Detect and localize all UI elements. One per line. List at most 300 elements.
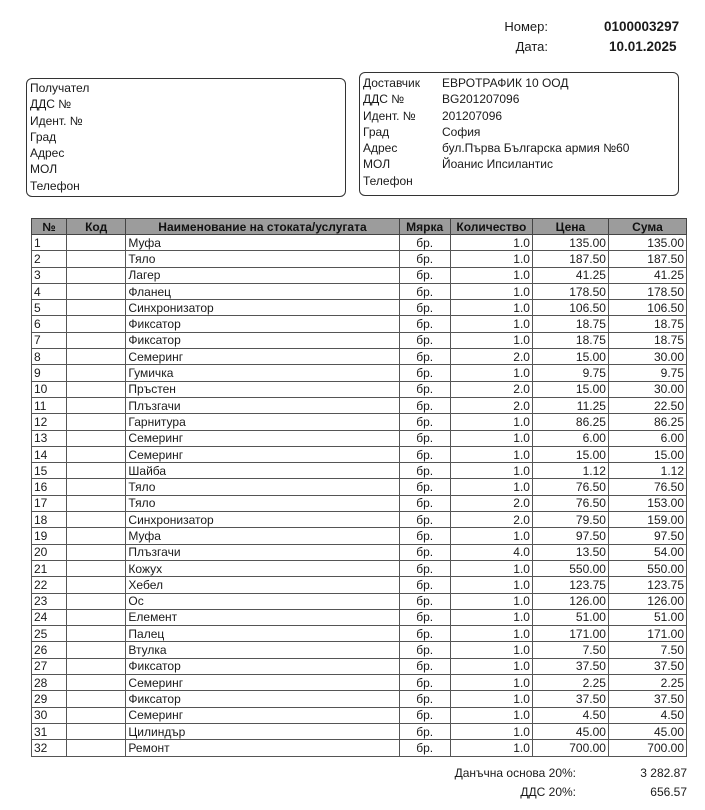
row-code [66,675,126,691]
row-quantity: 1.0 [450,332,532,348]
row-price: 550.00 [532,560,608,576]
row-quantity: 1.0 [450,577,532,593]
table-row [32,300,687,316]
col-header-qty: Количество [450,219,532,235]
row-sum: 159.00 [608,512,686,528]
row-quantity: 1.0 [450,251,532,267]
row-code [66,609,126,625]
row-price: 2.25 [532,675,608,691]
row-sum: 76.50 [608,479,686,495]
row-name: Тяло [126,479,399,495]
supplier-row [360,140,678,156]
recipient-field-label: Идент. № [30,113,83,128]
supplier-field-label: Адрес [363,141,398,156]
row-number: 11 [32,397,67,413]
recipient-field-label: ДДС № [30,97,72,112]
row-code [66,658,126,674]
table-row [32,267,687,283]
row-sum: 123.75 [608,577,686,593]
row-unit: бр. [399,560,450,576]
row-sum: 1.12 [608,463,686,479]
col-header-name: Наименование на стоката/услугата [126,219,399,235]
recipient-row [27,161,345,177]
row-unit: бр. [399,495,450,511]
row-name: Тяло [126,495,399,511]
table-row [32,495,687,511]
row-quantity: 2.0 [450,381,532,397]
row-number: 12 [32,414,67,430]
table-row [32,707,687,723]
row-code [66,235,126,251]
row-code [66,316,126,332]
row-number: 29 [32,691,67,707]
row-sum: 135.00 [608,235,686,251]
row-sum: 30.00 [608,349,686,365]
row-unit: бр. [399,544,450,560]
row-unit: бр. [399,332,450,348]
table-row [32,626,687,642]
row-name: Семеринг [126,707,399,723]
row-code [66,349,126,365]
table-row [32,544,687,560]
row-name: Муфа [126,235,399,251]
row-name: Плъзгачи [126,397,399,413]
row-number: 16 [32,479,67,495]
row-name: Синхронизатор [126,512,399,528]
recipient-row [27,113,345,129]
row-quantity: 1.0 [450,463,532,479]
supplier-field-value: ЕВРОТРАФИК 10 ООД [442,76,569,90]
recipient-row [27,178,345,194]
row-quantity: 2.0 [450,349,532,365]
row-code [66,560,126,576]
table-row [32,675,687,691]
supplier-field-value: BG201207096 [442,92,520,107]
row-unit: бр. [399,609,450,625]
row-unit: бр. [399,397,450,413]
row-price: 79.50 [532,512,608,528]
row-number: 6 [32,316,67,332]
row-quantity: 1.0 [450,626,532,642]
table-row [32,723,687,739]
tax-base-label: Данъчна основа 20%: [454,766,576,780]
row-quantity: 1.0 [450,267,532,283]
row-code [66,577,126,593]
row-unit: бр. [399,381,450,397]
row-unit: бр. [399,593,450,609]
row-code [66,544,126,560]
row-unit: бр. [399,446,450,462]
row-unit: бр. [399,463,450,479]
row-price: 45.00 [532,723,608,739]
recipient-field-label: Адрес [30,146,65,161]
table-row [32,642,687,658]
row-name: Цилиндър [126,723,399,739]
row-quantity: 4.0 [450,544,532,560]
row-price: 18.75 [532,316,608,332]
row-quantity: 1.0 [450,560,532,576]
row-quantity: 2.0 [450,397,532,413]
row-sum: 86.25 [608,414,686,430]
supplier-field-label: Телефон [363,173,413,188]
date-value: 10.01.2025 [609,39,677,54]
row-name: Семеринг [126,430,399,446]
row-name: Фиксатор [126,316,399,332]
col-header-sum: Сума [608,219,686,235]
recipient-row [27,145,345,161]
row-number: 17 [32,495,67,511]
table-header-row [32,219,687,235]
row-name: Шайба [126,463,399,479]
number-value: 0100003297 [604,19,680,34]
row-price: 1.12 [532,463,608,479]
row-price: 41.25 [532,267,608,283]
row-quantity: 1.0 [450,691,532,707]
row-name: Фиксатор [126,658,399,674]
row-number: 15 [32,463,67,479]
row-price: 126.00 [532,593,608,609]
row-price: 97.50 [532,528,608,544]
row-name: Лагер [126,267,399,283]
row-code [66,300,126,316]
row-quantity: 1.0 [450,235,532,251]
row-code [66,512,126,528]
row-number: 8 [32,349,67,365]
supplier-field-value: София [442,124,481,139]
row-price: 123.75 [532,577,608,593]
row-price: 15.00 [532,349,608,365]
supplier-row [360,108,678,124]
row-quantity: 1.0 [450,283,532,299]
supplier-field-label: ДДС № [363,92,405,107]
supplier-row [360,124,678,140]
table-row [32,593,687,609]
table-row [32,691,687,707]
row-code [66,251,126,267]
supplier-field-value: 201207096 [442,108,503,123]
row-name: Тяло [126,251,399,267]
table-row [32,512,687,528]
tax-base-value: 3 282.87 [640,766,687,780]
row-sum: 37.50 [608,691,686,707]
row-number: 3 [32,267,67,283]
row-quantity: 1.0 [450,479,532,495]
row-code [66,381,126,397]
row-unit: бр. [399,642,450,658]
row-number: 20 [32,544,67,560]
table-row [32,658,687,674]
row-price: 106.50 [532,300,608,316]
row-price: 76.50 [532,479,608,495]
row-number: 30 [32,707,67,723]
row-quantity: 1.0 [450,365,532,381]
date-label: Дата: [515,39,548,54]
row-unit: бр. [399,479,450,495]
row-sum: 153.00 [608,495,686,511]
row-number: 24 [32,609,67,625]
row-price: 171.00 [532,626,608,642]
supplier-row [360,173,678,189]
row-code [66,626,126,642]
supplier-row [360,91,678,107]
row-unit: бр. [399,723,450,739]
row-sum: 41.25 [608,267,686,283]
row-code [66,397,126,413]
row-price: 15.00 [532,381,608,397]
row-number: 21 [32,560,67,576]
row-quantity: 1.0 [450,316,532,332]
row-number: 10 [32,381,67,397]
row-unit: бр. [399,235,450,251]
row-quantity: 1.0 [450,446,532,462]
row-code [66,707,126,723]
row-name: Семеринг [126,446,399,462]
row-quantity: 1.0 [450,609,532,625]
row-name: Ремонт [126,740,399,756]
row-code [66,446,126,462]
table-row [32,397,687,413]
col-header-code: Код [66,219,126,235]
row-code [66,479,126,495]
table-row [32,251,687,267]
row-unit: бр. [399,707,450,723]
row-quantity: 1.0 [450,593,532,609]
table-row [32,740,687,756]
row-name: Кожух [126,560,399,576]
row-number: 2 [32,251,67,267]
row-number: 31 [32,723,67,739]
supplier-field-value: бул.Първа Българска армия №60 [442,141,630,156]
row-unit: бр. [399,512,450,528]
row-number: 7 [32,332,67,348]
row-number: 26 [32,642,67,658]
row-sum: 6.00 [608,430,686,446]
row-quantity: 1.0 [450,723,532,739]
row-number: 32 [32,740,67,756]
row-unit: бр. [399,740,450,756]
row-name: Фиксатор [126,332,399,348]
row-unit: бр. [399,316,450,332]
row-sum: 18.75 [608,316,686,332]
row-name: Гумичка [126,365,399,381]
row-name: Ос [126,593,399,609]
table-row [32,609,687,625]
row-quantity: 1.0 [450,642,532,658]
table-row [32,283,687,299]
row-code [66,691,126,707]
row-number: 4 [32,283,67,299]
row-sum: 187.50 [608,251,686,267]
col-header-price: Цена [532,219,608,235]
row-quantity: 1.0 [450,528,532,544]
row-sum: 7.50 [608,642,686,658]
row-code [66,463,126,479]
recipient-field-label: МОЛ [30,162,58,177]
row-unit: бр. [399,300,450,316]
row-quantity: 1.0 [450,707,532,723]
row-number: 13 [32,430,67,446]
items-table [31,218,687,757]
row-name: Семеринг [126,349,399,365]
row-code [66,593,126,609]
row-number: 5 [32,300,67,316]
row-price: 135.00 [532,235,608,251]
row-unit: бр. [399,528,450,544]
row-code [66,365,126,381]
row-sum: 171.00 [608,626,686,642]
row-price: 13.50 [532,544,608,560]
row-price: 187.50 [532,251,608,267]
row-sum: 550.00 [608,560,686,576]
table-row [32,349,687,365]
row-unit: бр. [399,691,450,707]
row-quantity: 1.0 [450,740,532,756]
row-unit: бр. [399,658,450,674]
row-unit: бр. [399,283,450,299]
table-row [32,577,687,593]
row-sum: 54.00 [608,544,686,560]
row-code [66,267,126,283]
row-name: Синхронизатор [126,300,399,316]
row-name: Гарнитура [126,414,399,430]
row-quantity: 1.0 [450,658,532,674]
row-name: Пръстен [126,381,399,397]
recipient-field-label: Получател [30,81,90,95]
row-unit: бр. [399,365,450,381]
row-sum: 37.50 [608,658,686,674]
recipient-row [27,80,345,96]
row-sum: 30.00 [608,381,686,397]
row-sum: 45.00 [608,723,686,739]
supplier-field-label: Град [363,124,390,139]
row-price: 15.00 [532,446,608,462]
row-price: 86.25 [532,414,608,430]
row-code [66,740,126,756]
row-price: 37.50 [532,658,608,674]
row-code [66,332,126,348]
row-name: Фиксатор [126,691,399,707]
supplier-field-label: Идент. № [363,108,416,123]
row-unit: бр. [399,267,450,283]
row-number: 18 [32,512,67,528]
row-price: 51.00 [532,609,608,625]
table-row [32,479,687,495]
row-quantity: 2.0 [450,495,532,511]
row-sum: 700.00 [608,740,686,756]
table-row [32,528,687,544]
table-row [32,381,687,397]
row-code [66,723,126,739]
recipient-row [27,129,345,145]
row-price: 18.75 [532,332,608,348]
row-number: 19 [32,528,67,544]
row-unit: бр. [399,675,450,691]
row-price: 37.50 [532,691,608,707]
row-quantity: 1.0 [450,675,532,691]
invoice-header [0,0,705,60]
row-code [66,283,126,299]
row-name: Втулка [126,642,399,658]
table-row [32,446,687,462]
col-header-no: № [32,219,67,235]
table-row [32,463,687,479]
row-number: 23 [32,593,67,609]
row-sum: 9.75 [608,365,686,381]
row-name: Муфа [126,528,399,544]
row-unit: бр. [399,430,450,446]
row-sum: 97.50 [608,528,686,544]
supplier-field-label: Доставчик [363,76,421,90]
row-unit: бр. [399,251,450,267]
row-quantity: 1.0 [450,430,532,446]
row-number: 25 [32,626,67,642]
table-row [32,560,687,576]
recipient-box [26,78,346,197]
row-name: Палец [126,626,399,642]
row-sum: 15.00 [608,446,686,462]
row-price: 9.75 [532,365,608,381]
row-code [66,528,126,544]
row-quantity: 1.0 [450,300,532,316]
recipient-row [27,96,345,112]
table-row [32,430,687,446]
row-name: Елемент [126,609,399,625]
row-code [66,430,126,446]
row-price: 700.00 [532,740,608,756]
row-price: 6.00 [532,430,608,446]
supplier-row [360,156,678,172]
row-number: 14 [32,446,67,462]
row-number: 27 [32,658,67,674]
row-name: Фланец [126,283,399,299]
row-quantity: 1.0 [450,414,532,430]
row-price: 178.50 [532,283,608,299]
table-row [32,316,687,332]
vat-value: 656.57 [650,785,687,799]
supplier-field-label: МОЛ [363,157,391,172]
table-row [32,235,687,251]
row-code [66,495,126,511]
row-sum: 51.00 [608,609,686,625]
row-price: 76.50 [532,495,608,511]
table-row [32,414,687,430]
row-number: 1 [32,235,67,251]
row-number: 22 [32,577,67,593]
row-sum: 22.50 [608,397,686,413]
row-unit: бр. [399,414,450,430]
recipient-field-label: Град [30,129,57,144]
col-header-unit: Мярка [399,219,450,235]
row-sum: 4.50 [608,707,686,723]
row-unit: бр. [399,626,450,642]
row-name: Хебел [126,577,399,593]
row-price: 4.50 [532,707,608,723]
row-sum: 178.50 [608,283,686,299]
table-row [32,332,687,348]
vat-label: ДДС 20%: [520,785,576,799]
row-code [66,414,126,430]
number-label: Номер: [504,19,548,34]
row-quantity: 2.0 [450,512,532,528]
row-sum: 18.75 [608,332,686,348]
row-unit: бр. [399,577,450,593]
row-name: Семеринг [126,675,399,691]
row-sum: 126.00 [608,593,686,609]
table-row [32,365,687,381]
supplier-row [360,75,678,91]
row-sum: 2.25 [608,675,686,691]
recipient-field-label: Телефон [30,178,80,193]
